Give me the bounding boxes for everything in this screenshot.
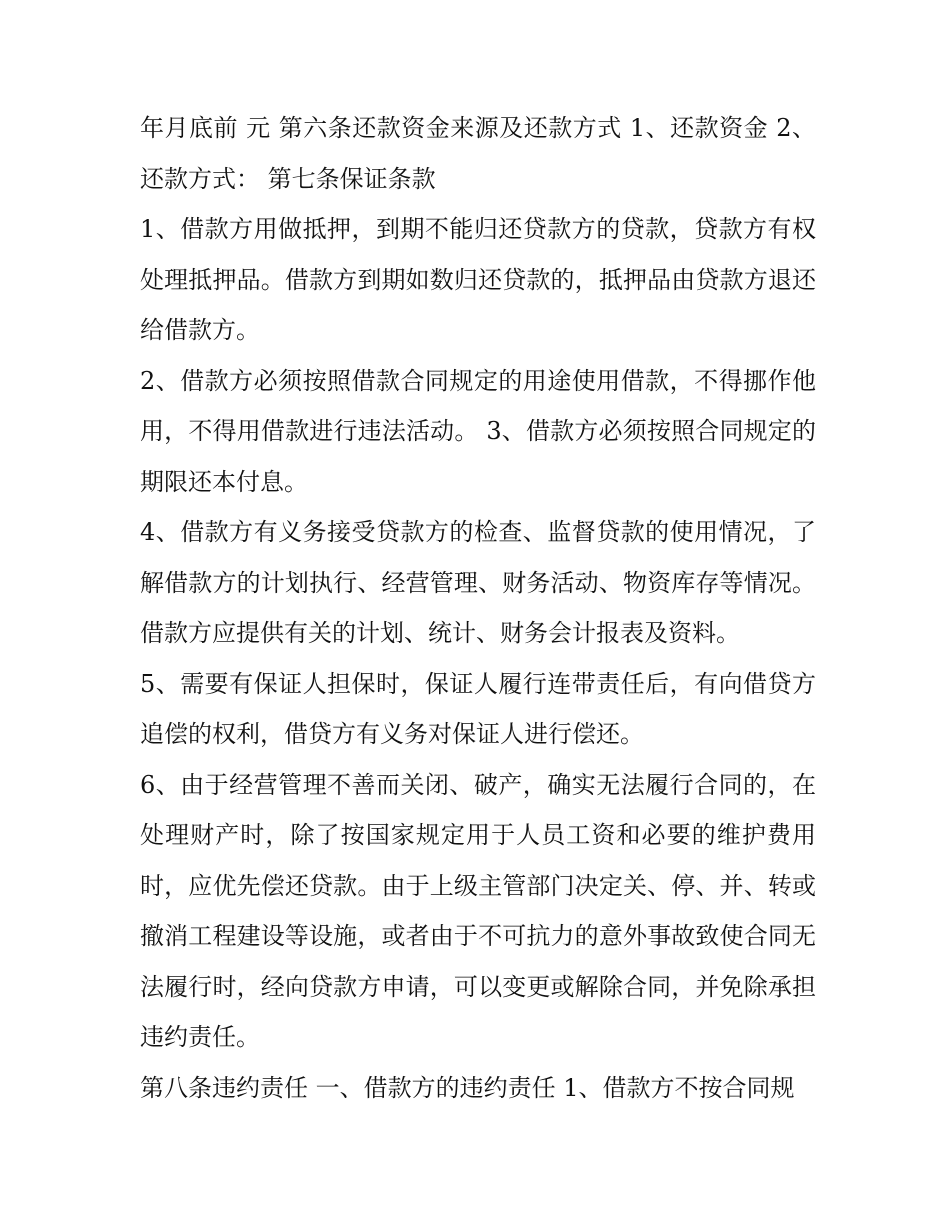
paragraph-clause-4: 4、借款方有义务接受贷款方的检查、监督贷款的使用情况，了解借款方的计划执行、经营管理、财务活动、物资库存等情况。借款方应提供有关的计划、统计、财务会计报表及资料。	[140, 518, 816, 647]
paragraph-clause-5: 5、需要有保证人担保时，保证人履行连带责任后，有向借贷方追偿的权利，借贷方有义务对保证人进行偿还。	[140, 669, 816, 748]
paragraph-clause-1: 1、借款方用做抵押，到期不能归还贷款方的贷款，贷款方有权处理抵押品。借款方到期如数归还贷款的，抵押品由贷款方退还给借款方。	[140, 215, 816, 344]
paragraph-clause-2-3: 2、借款方必须按照借款合同规定的用途使用借款，不得挪作他用，不得用借款进行违法活动。 3、借款方必须按照合同规定的期限还本付息。	[140, 366, 816, 496]
paragraph-article-8: 第八条违约责任 一、借款方的违约责任 1、借款方不按合同规	[140, 1073, 795, 1102]
paragraph-clause-6: 6、由于经营管理不善而关闭、破产，确实无法履行合同的，在处理财产时，除了按国家规定用于人员工资和必要的维护费用时，应优先偿还贷款。由于上级主管部门决定关、停、并、转或撤消工程建设等设施，或者由于不可抗力的意外事故致使合同无法履行时，经向贷款方申请，可以变更或解除合同，并免除承担违约责任。	[140, 770, 816, 1051]
document-body	[140, 103, 816, 1113]
paragraph-repayment-source: 年月底前 元 第六条还款资金来源及还款方式 1、还款资金 2、还款方式： 第七条保证条款	[140, 114, 816, 193]
